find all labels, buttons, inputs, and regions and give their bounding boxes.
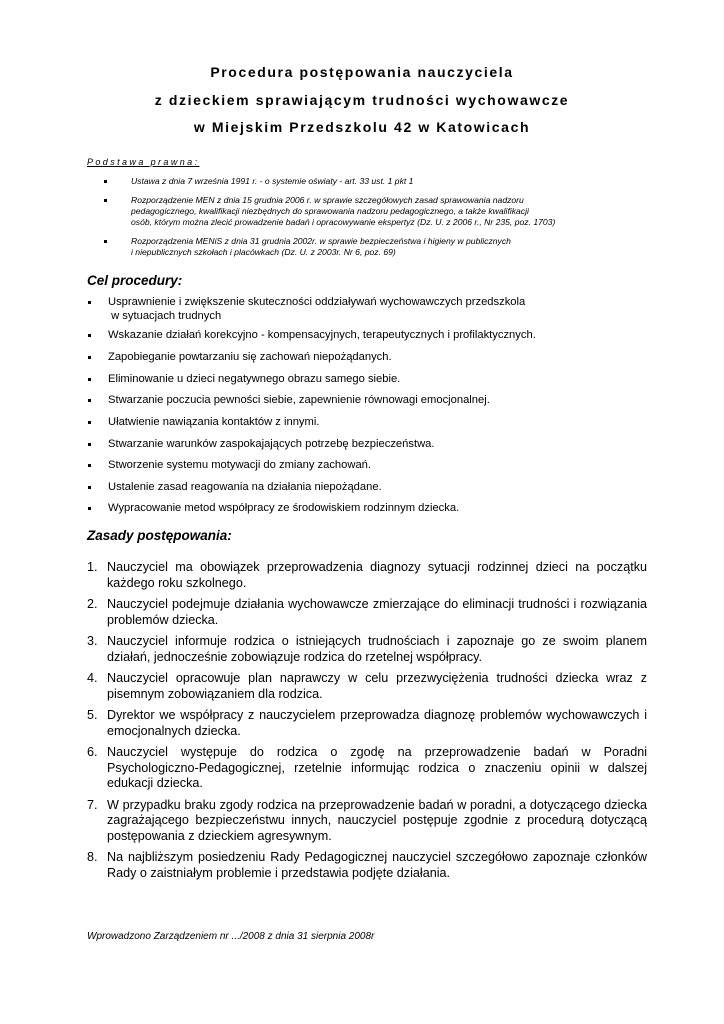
goal-text: Ułatwienie nawiązania kontaktów z innymi. — [108, 416, 320, 428]
rule-item — [87, 708, 647, 739]
rule-text: W przypadku braku zgody rodzica na przeprowadzenie badań w poradni, a dotyczącego dziecka zagrażającego bezpieczeństwu innych, nauczyciel postępuje zgodnie z procedurą dotyczącą postępowania z dzieckiem agresywnym. — [107, 797, 647, 843]
rule-number: 8. — [87, 850, 98, 864]
legal-basis-text: Ustawa z dnia 7 września 1991 r. - o systemie oświaty - art. 33 ust. 1 pkt 1 — [131, 176, 414, 186]
rule-number: 3. — [87, 634, 98, 648]
rule-text: Dyrektor we współpracy z nauczycielem przeprowadza diagnozę problemów wychowawczych i emocjonalnych dziecka. — [107, 708, 647, 738]
legal-basis-label: Podstawa prawna: — [87, 157, 200, 167]
rule-item — [87, 634, 647, 665]
bullet-icon — [88, 378, 91, 381]
bullet-icon — [88, 421, 91, 424]
goal-text: Stworzenie systemu motywacji do zmiany zachowań. — [108, 459, 372, 471]
bullet-icon — [88, 486, 91, 489]
goal-text: Stwarzanie warunków zaspokajających potrzebę bezpieczeństwa. — [108, 438, 435, 450]
legal-basis-text: osób, którym można zlecić prowadzenie badań i opracowywanie ekspertyz (Dz. U. z 2006 r., Nr 235, poz. 1703) — [131, 217, 556, 227]
bullet-icon — [88, 464, 91, 467]
goal-text: Wypracowanie metod współpracy ze środowiskiem rodzinnym dziecka. — [108, 502, 460, 514]
legal-basis-item — [104, 236, 624, 258]
rule-text: Nauczyciel ma obowiązek przeprowadzenia diagnozy sytuacji rodzinnej dzieci na początku każdego roku szkolnego. — [107, 560, 647, 590]
rule-item — [87, 850, 647, 881]
goal-text: Wskazanie działań korekcyjno - kompensacyjnych, terapeutycznych i profilaktycznych. — [108, 329, 536, 341]
goal-text: Ustalenie zasad reagowania na działania niepożądane. — [108, 481, 382, 493]
rule-number: 5. — [87, 708, 98, 722]
bullet-icon — [88, 301, 91, 304]
rule-item — [87, 560, 647, 591]
rule-number: 2. — [87, 597, 98, 611]
goal-item — [87, 437, 434, 451]
rule-item — [87, 798, 647, 845]
bullet-icon — [88, 334, 91, 337]
bullet-icon — [88, 507, 91, 510]
rule-number: 4. — [87, 671, 98, 685]
goal-text: Usprawnienie i zwiększenie skuteczności oddziaływań wychowawczych przedszkola — [108, 296, 526, 308]
bullet-icon — [88, 443, 91, 446]
goal-text: w sytuacjach trudnych — [108, 310, 222, 322]
goal-item — [87, 393, 490, 407]
legal-basis-list — [104, 176, 624, 266]
legal-basis-text: Rozporządzenia MENiS z dnia 31 grudnia 2002r. w sprawie bezpieczeństwa i higieny w publicznych — [131, 236, 511, 246]
rule-text: Na najbliższym posiedzeniu Rady Pedagogicznej nauczyciel szczegółowo zapoznaje członków Rady o zaistniałym problemie i przedstawia podjęte działania. — [107, 850, 647, 880]
goal-item — [87, 458, 371, 472]
document-title-line-3: w Miejskim Przedszkolu 42 w Katowicach — [193, 119, 531, 135]
document-title-line-2: z dzieckiem sprawiającym trudności wychowawcze — [154, 92, 570, 108]
goal-item — [87, 372, 400, 386]
goal-item — [87, 350, 392, 364]
goal-text: Zapobieganie powtarzaniu się zachowań niepożądanych. — [108, 351, 392, 363]
legal-basis-text: i niepublicznych szkołach i placówkach (Dz. U. z 2003r. Nr 6, poz. 69) — [131, 247, 396, 257]
goal-item — [87, 480, 382, 494]
goal-item — [87, 501, 459, 515]
rule-item — [87, 745, 647, 792]
rule-number: 1. — [87, 560, 98, 574]
rule-text: Nauczyciel podejmuje działania wychowawcze zmierzające do eliminacji trudności i rozwiązania problemów dziecka. — [107, 597, 647, 627]
bullet-icon — [104, 199, 107, 202]
bullet-icon — [104, 180, 107, 183]
rule-text: Nauczyciel opracowuje plan naprawczy w celu przezwyciężenia trudności dziecka wraz z pisemnym zobowiązaniem dla rodzica. — [107, 671, 647, 701]
rule-text: Nauczyciel informuje rodzica o istniejących trudnościach i zapoznaje go ze swoim planem działań, jednocześnie zobowiązuje rodzica do rzetelnej współpracy. — [107, 634, 647, 664]
bullet-icon — [88, 356, 91, 359]
rule-item — [87, 671, 647, 702]
goal-item — [87, 415, 319, 429]
goals-heading: Cel procedury: — [87, 273, 183, 288]
goal-text: Stwarzanie poczucia pewności siebie, zapewnienie równowagi emocjonalnej. — [108, 394, 490, 406]
document-title-line-1: Procedura postępowania nauczyciela — [210, 64, 514, 80]
rules-list — [87, 560, 647, 887]
legal-basis-item — [104, 195, 624, 228]
rule-text: Nauczyciel występuje do rodzica o zgodę na przeprowadzenie badań w Poradni Psychologiczno-Pedagogicznej, rzetelnie informując rodzica o znaczeniu opinii w dalszej edukacji dziecka. — [107, 745, 647, 790]
rule-item — [87, 597, 647, 628]
goal-item — [87, 328, 536, 342]
legal-basis-text: Rozporządzenie MEN z dnia 15 grudnia 2006 r. w sprawie szczegółowych zasad sprawowania nadzoru — [131, 195, 524, 205]
rule-number: 6. — [87, 745, 98, 759]
goal-item — [87, 295, 525, 323]
rules-heading: Zasady postępowania: — [87, 528, 232, 543]
legal-basis-text: pedagogicznego, kwalifikacji niezbędnych do sprawowania nadzoru pedagogicznego, a także kwalifikacji — [131, 206, 529, 216]
goal-text: Eliminowanie u dzieci negatywnego obrazu samego siebie. — [108, 373, 401, 385]
footer-note: Wprowadzono Zarządzeniem nr .../2008 z dnia 31 sierpnia 2008r — [87, 931, 375, 942]
bullet-icon — [104, 240, 107, 243]
rule-number: 7. — [87, 797, 98, 812]
legal-basis-item — [104, 176, 624, 187]
bullet-icon — [88, 399, 91, 402]
